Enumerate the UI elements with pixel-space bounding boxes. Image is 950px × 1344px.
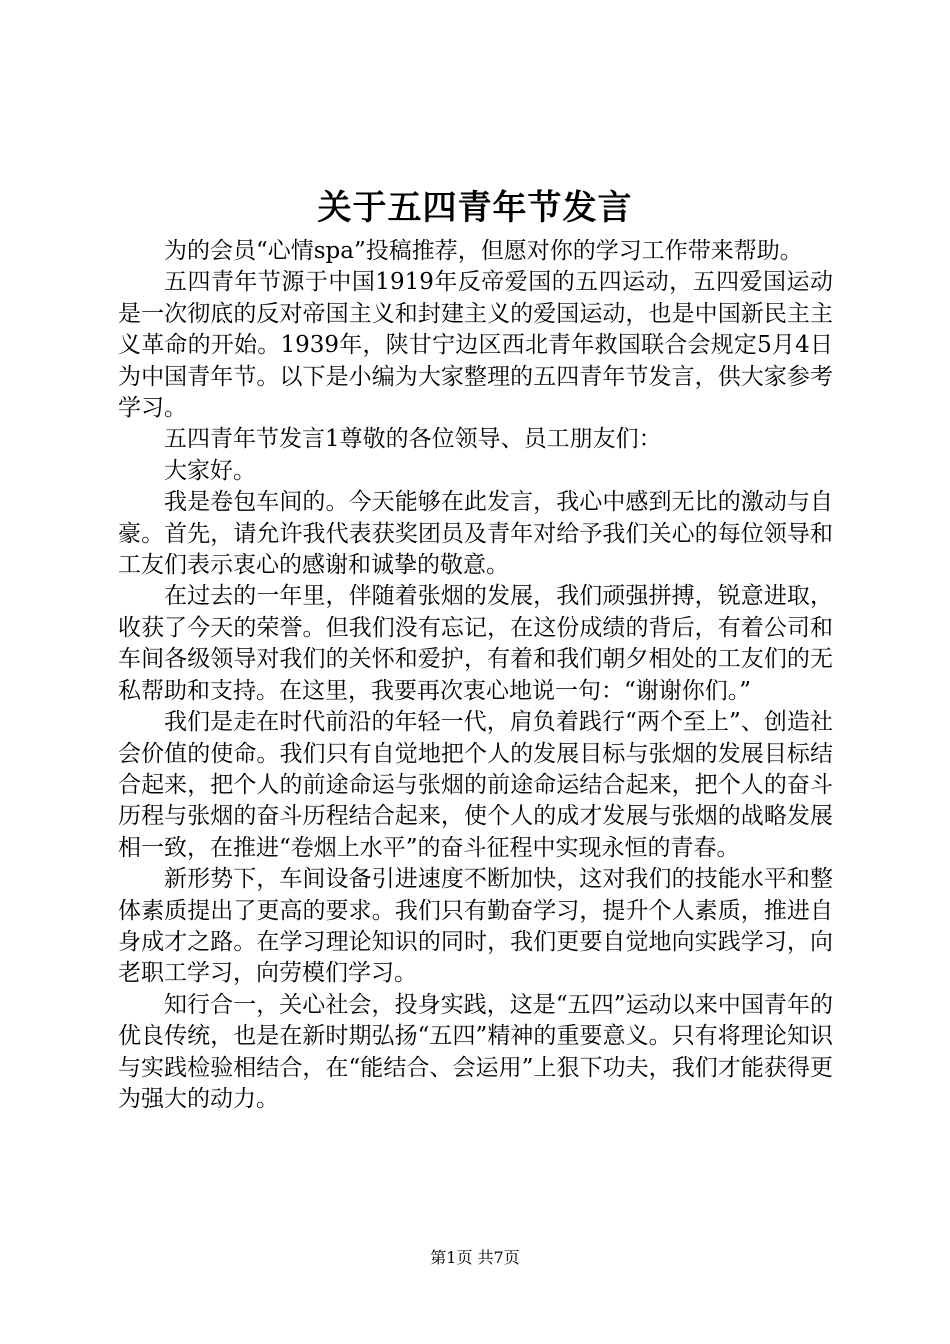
document-title: 关于五四青年节发言 [317, 188, 633, 228]
paragraph-mission: 我们是走在时代前沿的年轻一代，肩负着践行“两个至上”、创造社会价值的使命。我们只有自觉地把个人的发展目标与张烟的发展目标结合起来，把个人的前途命运与张烟的前途命运结合起来，把个人的奋斗历程与张烟的奋斗历程结合起来，使个人的成才发展与张烟的战略发展相一致，在推进“卷烟上水平”的奋斗征程中实现永恒的青春。 [118, 709, 833, 861]
paragraph-gratitude: 在过去的一年里，伴随着张烟的发展，我们顽强拼搏，锐意进取，收获了今天的荣誉。但我们没有忘记，在这份成绩的背后，有着公司和车间各级领导对我们的关怀和爱护，有着和我们朝夕相处的工友们的无私帮助和支持。在这里，我要再次衷心地说一句：“谢谢你们。” [118, 583, 833, 704]
paragraph-intro: 为的会员“心情spa”投稿推荐，但愿对你的学习工作带来帮助。 [164, 238, 803, 264]
paragraph-salutation: 五四青年节发言1尊敬的各位领导、员工朋友们： [164, 426, 662, 453]
page-number-footer: 第1页 共7页 [430, 1248, 520, 1267]
paragraph-learning: 新形势下，车间设备引进速度不断加快，这对我们的技能水平和整体素质提出了更高的要求。我们只有勤奋学习，提升个人素质，推进自身成才之路。在学习理论知识的同时，我们更要自觉地向实践学习，向老职工学习，向劳模们学习。 [118, 866, 833, 987]
paragraph-practice: 知行合一，关心社会，投身实践，这是“五四”运动以来中国青年的优良传统，也是在新时期弘扬“五四”精神的重要意义。只有将理论知识与实践检验相结合，在“能结合、会运用”上狠下功夫，我们才能获得更为强大的动力。 [118, 991, 833, 1112]
paragraph-self-introduction: 我是卷包车间的。今天能够在此发言，我心中感到无比的激动与自豪。首先，请允许我代表获奖团员及青年对给予我们关心的每位领导和工友们表示衷心的感谢和诚挚的敬意。 [118, 489, 833, 579]
paragraph-greeting: 大家好。 [164, 457, 256, 484]
paragraph-background: 五四青年节源于中国1919年反帝爱国的五四运动，五四爱国运动是一次彻底的反对帝国主义和封建主义的爱国运动，也是中国新民主主义革命的开始。1939年，陕甘宁边区西北青年救国联合会规定5月4日为中国青年节。以下是小编为大家整理的五四青年节发言，供大家参考学习。 [118, 269, 833, 422]
document-body [118, 236, 833, 1115]
